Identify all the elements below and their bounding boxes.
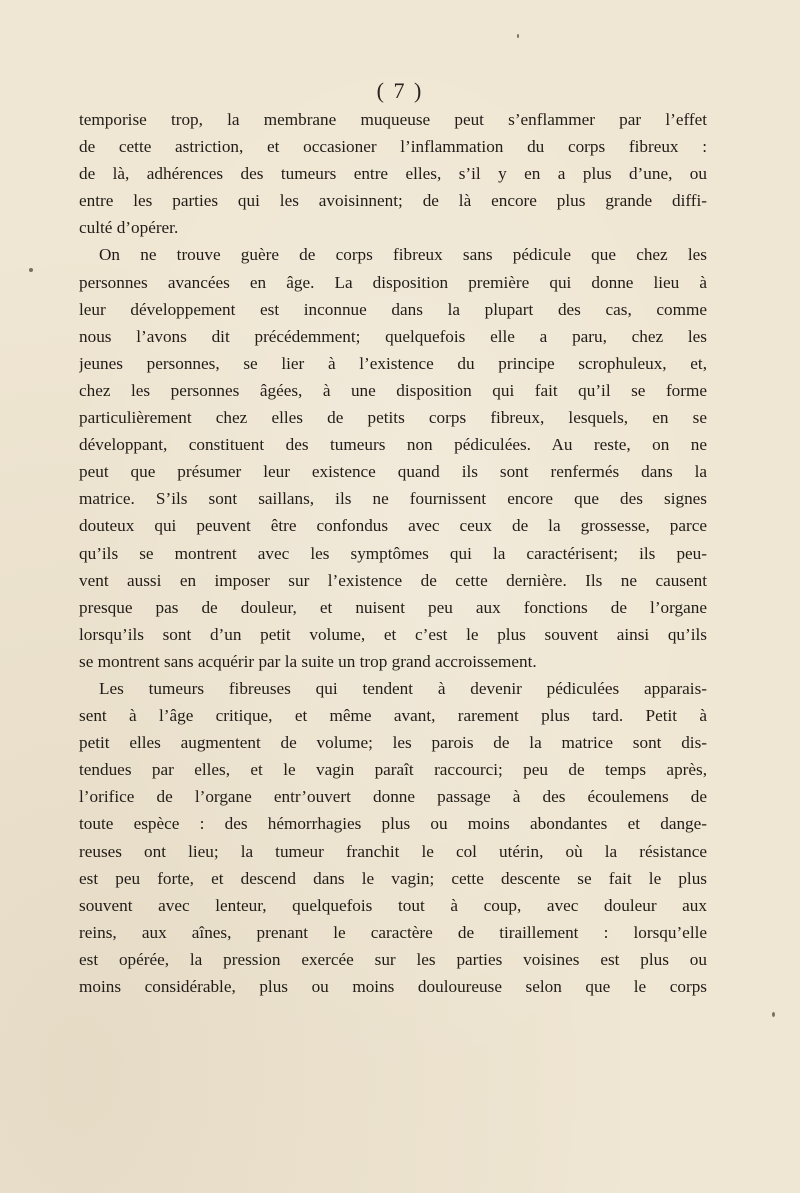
text-line: lorsqu’ils sont d’un petit volume, et c’est le plus souvent ainsi qu’ils — [79, 624, 707, 644]
text-line: douteux qui peuvent être confondus avec ceux de la grossesse, parce — [79, 516, 707, 536]
text-line: culté d’opérer. — [79, 218, 179, 238]
text-line: jeunes personnes, se lier à l’existence du principe scrophuleux, et, — [79, 353, 707, 373]
text-line: est opérée, la pression exercée sur les parties voisines est plus ou — [79, 949, 707, 969]
text-line: de cette astriction, et occasioner l’inflammation du corps fibreux : — [79, 137, 707, 157]
text-line: reuses ont lieu; la tumeur franchit le col utérin, où la résistance — [79, 841, 707, 861]
text-line: qu’ils se montrent avec les symptômes qui la caractérisent; ils peu- — [79, 543, 707, 563]
text-line: leur développement est inconnue dans la plupart des cas, comme — [79, 299, 707, 319]
text-line: petit elles augmentent de volume; les parois de la matrice sont dis- — [79, 733, 707, 753]
paragraph-start: Les tumeurs fibreuses qui tendent à devenir pédiculées apparais- — [99, 678, 707, 698]
page-number: ( 7 ) — [376, 78, 424, 103]
text-line: moins considérable, plus ou moins douloureuse selon que le corps — [79, 977, 707, 996]
text-line: temporise trop, la membrane muqueuse peut s’enflammer par l’effet — [79, 110, 707, 129]
text-line: sent à l’âge critique, et même avant, rarement plus tard. Petit à — [79, 706, 707, 726]
text-line: personnes avancées en âge. La disposition première qui donne lieu à — [79, 272, 707, 292]
paper-speck — [29, 268, 33, 272]
paragraph-start: On ne trouve guère de corps fibreux sans pédicule que chez les — [99, 245, 707, 265]
text-line: développant, constituent des tumeurs non pédiculées. Au reste, on ne — [79, 435, 707, 455]
text-line: reins, aux aînes, prenant le caractère de tiraillement : lorsqu’elle — [79, 922, 707, 942]
text-line: presque pas de douleur, et nuisent peu aux fonctions de l’organe — [79, 597, 707, 617]
text-line: peut que présumer leur existence quand ils sont renfermés dans la — [79, 462, 707, 482]
text-line: toute espèce : des hémorrhagies plus ou moins abondantes et dange- — [79, 814, 707, 834]
paper-speck — [772, 1012, 775, 1017]
text-line: est peu forte, et descend dans le vagin; cette descente se fait le plus — [79, 868, 707, 888]
text-line: particulièrement chez elles de petits corps fibreux, lesquels, en se — [79, 408, 707, 428]
text-line: se montrent sans acquérir par la suite un trop grand accroissement. — [79, 651, 537, 671]
text-line: l’orifice de l’organe entr’ouvert donne passage à des écoulemens de — [79, 787, 707, 807]
text-line: tendues par elles, et le vagin paraît raccourci; peu de temps après, — [79, 760, 707, 780]
paper-speck — [517, 34, 519, 38]
text-line: souvent avec lenteur, quelquefois tout à coup, avec douleur aux — [79, 895, 707, 915]
text-line: entre les parties qui les avoisinnent; de là encore plus grande diffi- — [79, 191, 707, 211]
text-line: chez les personnes âgées, à une disposition qui fait qu’il se forme — [79, 380, 707, 400]
text-line: vent aussi en imposer sur l’existence de cette dernière. Ils ne causent — [79, 570, 707, 590]
text-line: matrice. S’ils sont saillans, ils ne fournissent encore que des signes — [79, 489, 707, 509]
text-line: nous l’avons dit précédemment; quelquefois elle a paru, chez les — [79, 326, 707, 346]
body-text — [79, 106, 707, 1000]
text-line: de là, adhérences des tumeurs entre elles, s’il y en a plus d’une, ou — [79, 164, 707, 184]
